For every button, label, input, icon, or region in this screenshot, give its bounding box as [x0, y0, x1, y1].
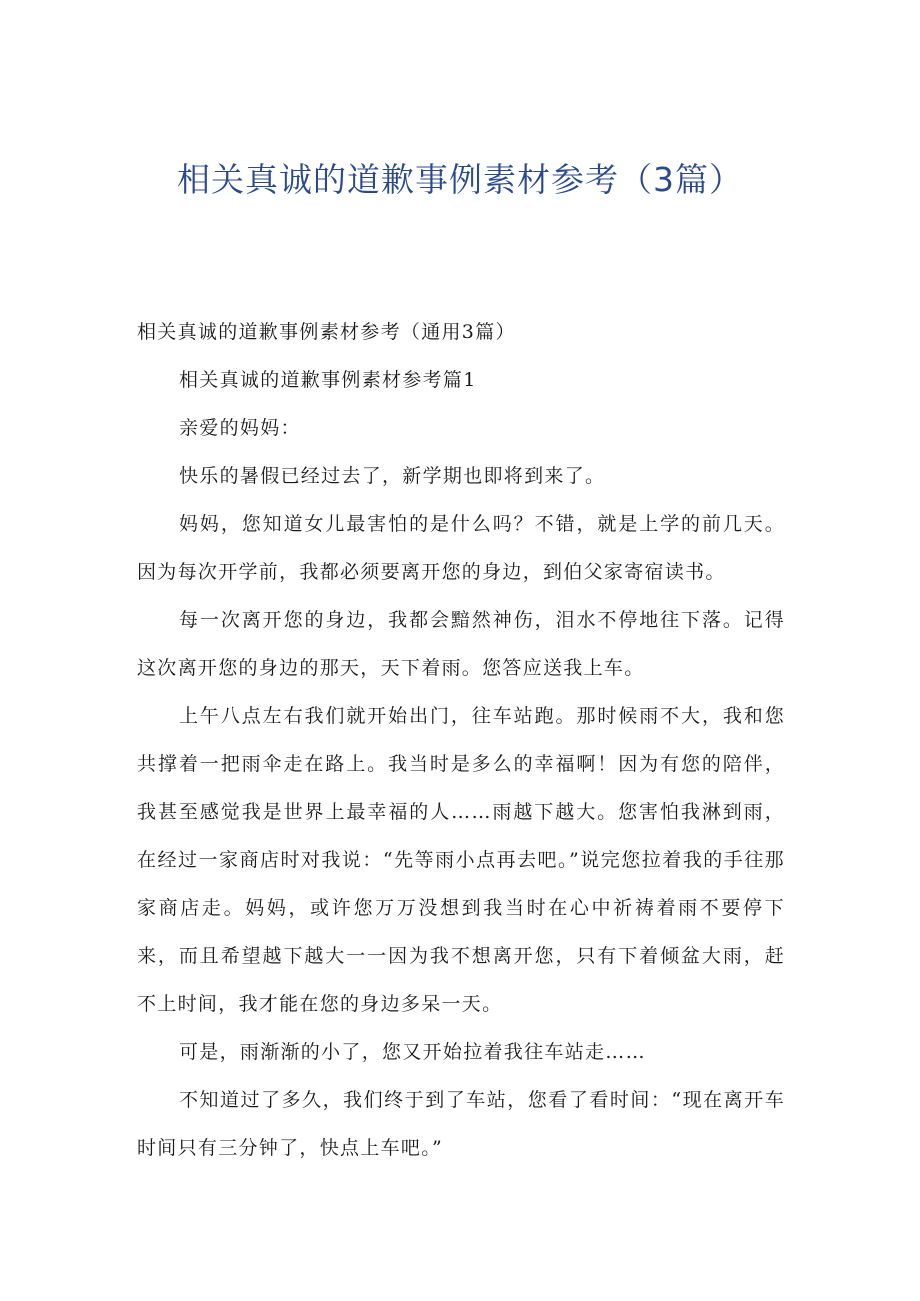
document-body	[137, 308, 785, 1172]
paragraph: 可是，雨渐渐的小了，您又开始拉着我往车站走……	[179, 1041, 646, 1063]
document-subtitle: 相关真诚的道歉事例素材参考（通用3篇）	[137, 321, 516, 343]
paragraph: 不知道过了多久，我们终于到了车站，您看了看时间：“现在离开车时间只有三分钟了，快点上车吧。”	[137, 1089, 785, 1159]
paragraph-salutation: 亲爱的妈妈：	[179, 417, 301, 439]
paragraph: 快乐的暑假已经过去了，新学期也即将到来了。	[179, 465, 606, 487]
document-title: 相关真诚的道歉事例素材参考（3篇）	[177, 160, 743, 199]
paragraph: 每一次离开您的身边，我都会黯然神伤，泪水不停地往下落。记得这次离开您的身边的那天，天下着雨。您答应送我上车。	[137, 609, 785, 679]
paragraph: 妈妈，您知道女儿最害怕的是什么吗？不错，就是上学的前几天。因为每次开学前，我都必须要离开您的身边，到伯父家寄宿读书。	[137, 513, 785, 583]
section-heading: 相关真诚的道歉事例素材参考篇1	[179, 369, 477, 391]
paragraph: 上午八点左右我们就开始出门，往车站跑。那时候雨不大，我和您共撑着一把雨伞走在路上。我当时是多么的幸福啊！因为有您的陪伴，我甚至感觉我是世界上最幸福的人……雨越下越大。您害怕我淋到雨，在经过一家商店时对我说：“先等雨小点再去吧。”说完您拉着我的手往那家商店走。妈妈，或许您万万没想到我当时在心中祈祷着雨不要停下来，而且希望越下越大一一因为我不想离开您，只有下着倾盆大雨，赶不上时间，我才能在您的身边多呆一天。	[137, 705, 785, 1015]
